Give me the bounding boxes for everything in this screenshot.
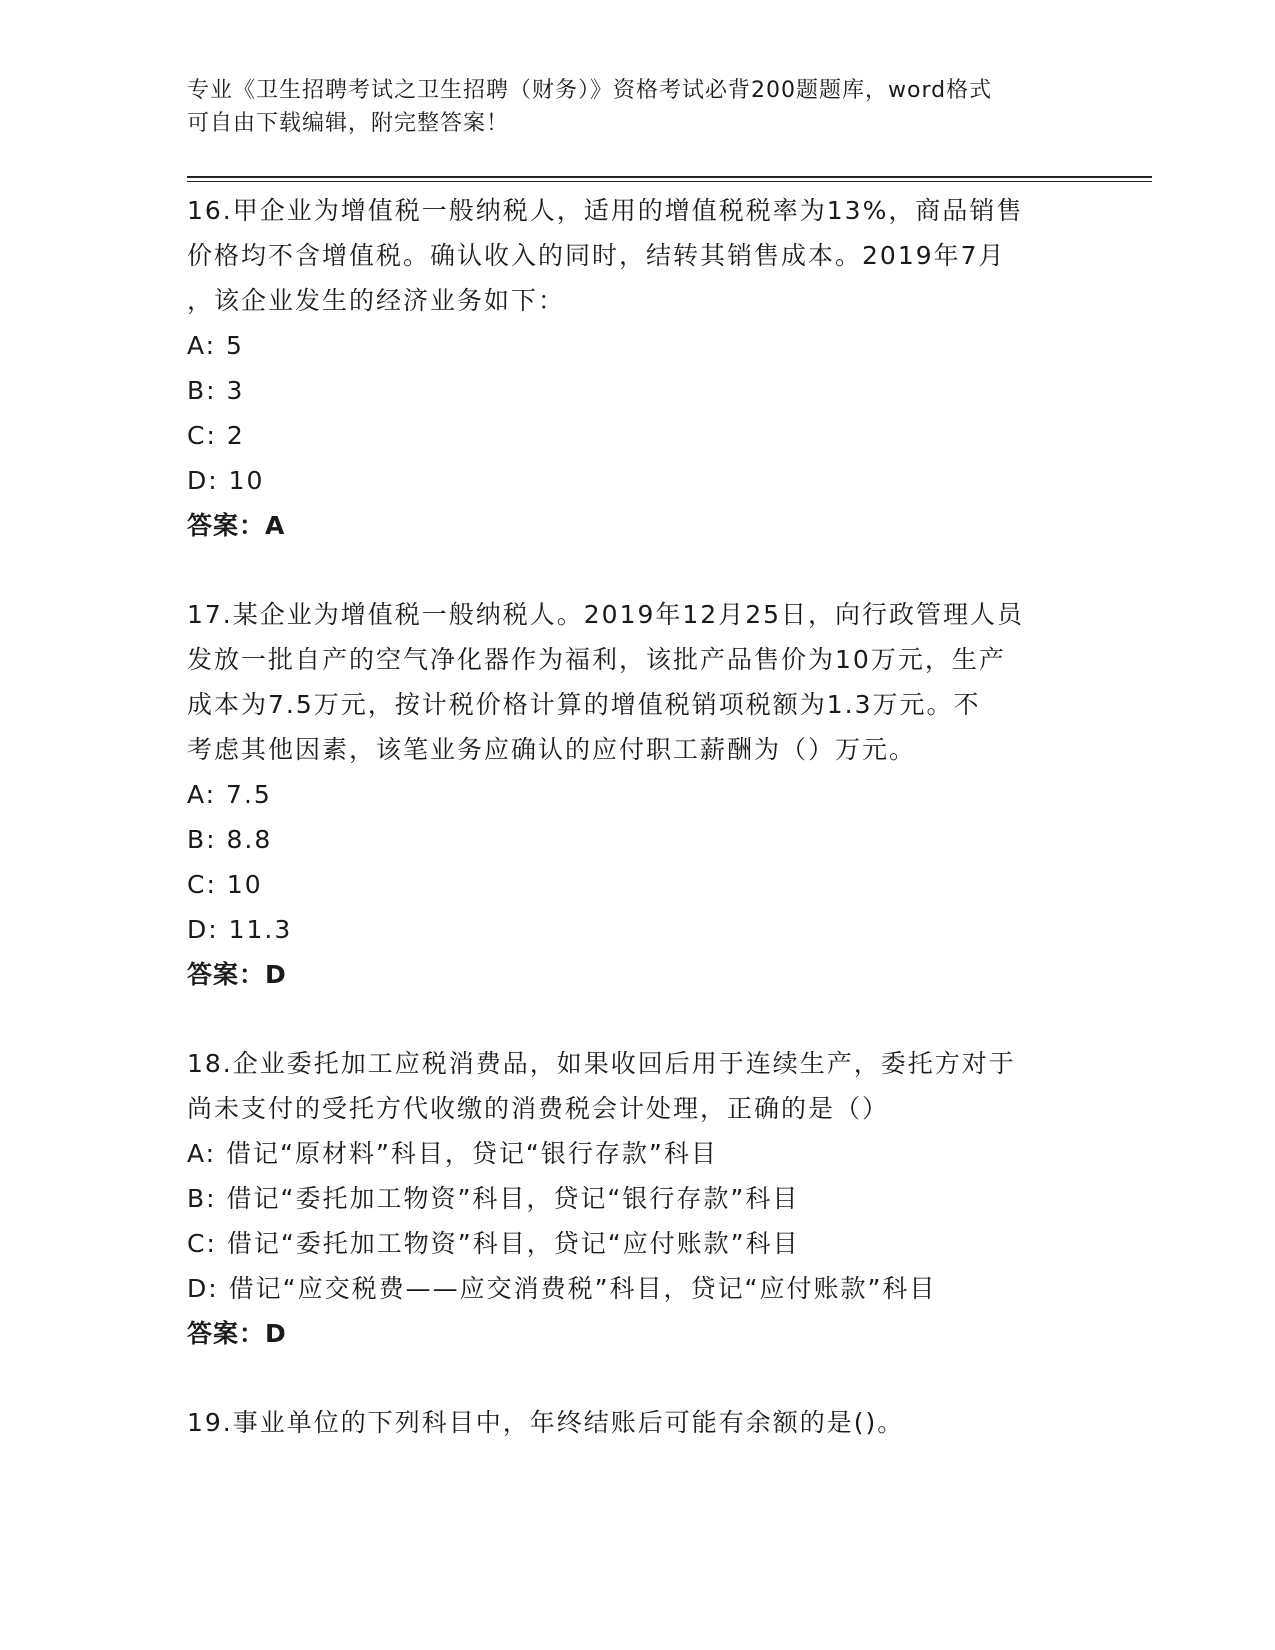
- question-stem-line: 19.事业单位的下列科目中，年终结账后可能有余额的是()。: [187, 1408, 905, 1437]
- answer-label: 答案：A: [187, 511, 286, 540]
- option-d: D: 10: [187, 466, 265, 495]
- question-stem-line: 17.某企业为增值税一般纳税人。2019年12月25日，向行政管理人员: [187, 600, 1025, 629]
- header-line-1: 专业《卫生招聘考试之卫生招聘（财务）》资格考试必背200题题库，word格式: [187, 78, 993, 103]
- question-stem-line: 价格均不含增值税。确认收入的同时，结转其销售成本。2019年7月: [187, 241, 1006, 270]
- option-d: D: 11.3: [187, 915, 293, 944]
- question-list: [187, 188, 1067, 1445]
- option-a: A: 5: [187, 331, 244, 360]
- question-19: [187, 1400, 1067, 1445]
- option-b: B: 8.8: [187, 825, 273, 854]
- option-c: C: 10: [187, 870, 263, 899]
- question-stem-line: 考虑其他因素，该笔业务应确认的应付职工薪酬为（）万元。: [187, 735, 917, 764]
- answer-label: 答案：D: [187, 960, 287, 989]
- question-gap: [187, 997, 1067, 1041]
- option-a: A: 7.5: [187, 780, 272, 809]
- answer-label: 答案：D: [187, 1319, 287, 1348]
- header-rule-thick: [187, 176, 1152, 178]
- question-gap: [187, 1356, 1067, 1400]
- question-17: [187, 592, 1067, 997]
- question-stem-line: 尚未支付的受托方代收缴的消费税会计处理，正确的是（）: [187, 1094, 890, 1123]
- option-c: C: 借记“委托加工物资”科目，贷记“应付账款”科目: [187, 1229, 800, 1258]
- question-stem-line: 成本为7.5万元，按计税价格计算的增值税销项税额为1.3万元。不: [187, 690, 981, 719]
- document-header: [187, 74, 1067, 140]
- option-c: C: 2: [187, 421, 245, 450]
- question-stem-line: 发放一批自产的空气净化器作为福利，该批产品售价为10万元，生产: [187, 645, 1006, 674]
- question-18: [187, 1041, 1067, 1356]
- header-rule-thin: [187, 181, 1152, 182]
- question-gap: [187, 548, 1067, 592]
- option-b: B: 借记“委托加工物资”科目，贷记“银行存款”科目: [187, 1184, 800, 1213]
- question-16: [187, 188, 1067, 548]
- option-a: A: 借记“原材料”科目，贷记“银行存款”科目: [187, 1139, 718, 1168]
- question-stem-line: 16.甲企业为增值税一般纳税人，适用的增值税税率为13%，商品销售: [187, 196, 1024, 225]
- question-stem-line: ，该企业发生的经济业务如下：: [187, 286, 566, 315]
- question-stem-line: 18.企业委托加工应税消费品，如果收回后用于连续生产，委托方对于: [187, 1049, 1016, 1078]
- header-line-2: 可自由下载编辑，附完整答案！: [187, 111, 510, 136]
- option-d: D: 借记“应交税费——应交消费税”科目，贷记“应付账款”科目: [187, 1274, 937, 1303]
- option-b: B: 3: [187, 376, 245, 405]
